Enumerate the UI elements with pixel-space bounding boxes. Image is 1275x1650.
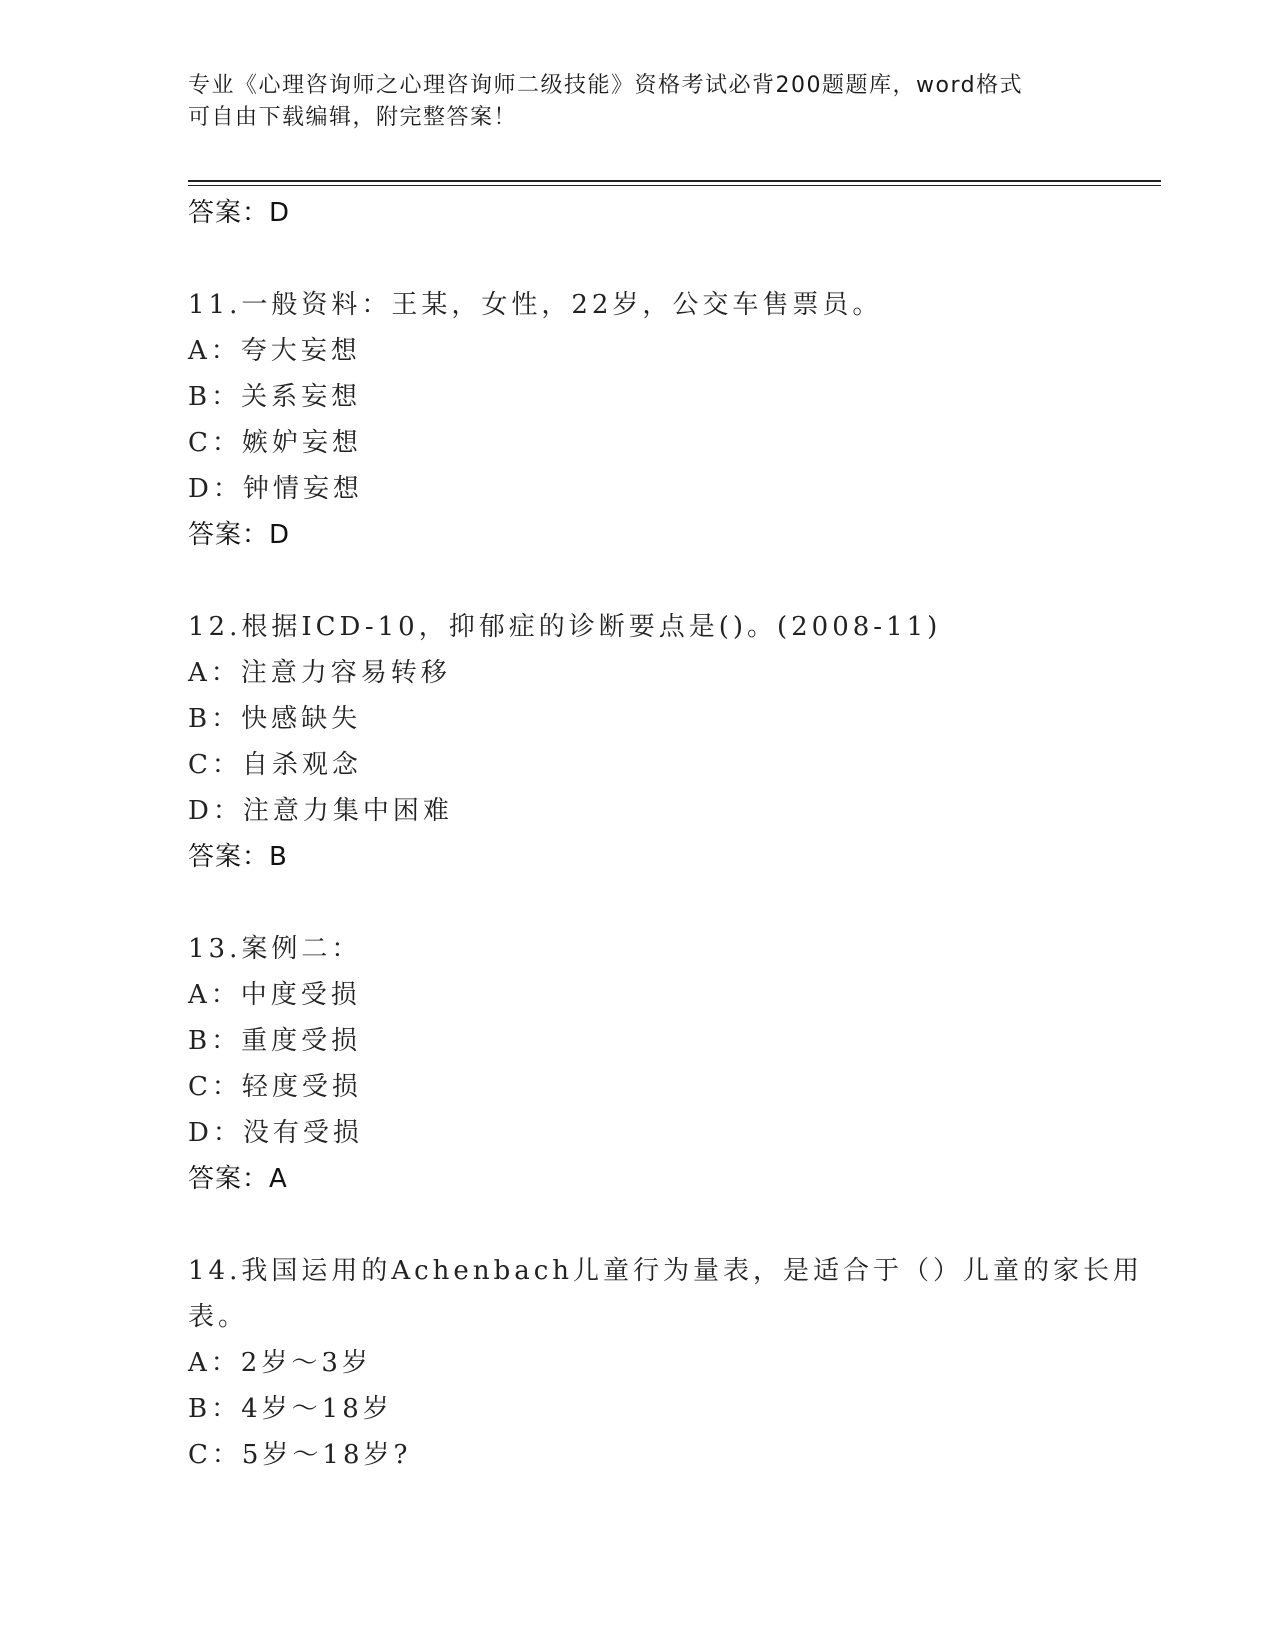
option-a: A：2岁～3岁: [188, 1348, 372, 1378]
answer-line: 答案：A: [188, 1164, 288, 1194]
header-line-1: 专业《心理咨询师之心理咨询师二级技能》资格考试必背200题题库，word格式: [188, 73, 1024, 98]
option-d: D：钟情妄想: [188, 474, 363, 504]
answer-line: 答案：D: [188, 520, 291, 550]
question-14: [188, 1248, 1144, 1478]
option-c: C：自杀观念: [188, 750, 362, 780]
question-text: 11.一般资料：王某，女性，22岁，公交车售票员。: [188, 290, 883, 320]
header-divider-thin: [188, 185, 1161, 186]
question-text-continued: 表。: [188, 1302, 249, 1332]
question-12: [188, 604, 1088, 880]
header-divider-thick: [188, 180, 1161, 182]
question-13: [188, 926, 1088, 1202]
document-header: [188, 70, 1088, 134]
question-list: [188, 190, 1144, 1478]
option-c: C：5岁～18岁?: [188, 1440, 412, 1470]
spacer: [188, 1202, 1088, 1248]
option-a: A：夸大妄想: [188, 336, 361, 366]
spacer: [188, 558, 1088, 604]
option-b: B：快感缺失: [188, 704, 362, 734]
option-b: B：关系妄想: [188, 382, 362, 412]
header-line-2: 可自由下载编辑，附完整答案！: [188, 105, 518, 130]
option-a: A：中度受损: [188, 980, 361, 1010]
answer-line: 答案：B: [188, 842, 288, 872]
option-b: B：重度受损: [188, 1026, 362, 1056]
option-b: B：4岁～18岁: [188, 1394, 393, 1424]
option-a: A：注意力容易转移: [188, 658, 451, 688]
spacer: [188, 880, 1088, 926]
option-c: C：轻度受损: [188, 1072, 362, 1102]
option-d: D：注意力集中困难: [188, 796, 453, 826]
question-text: 13.案例二：: [188, 934, 362, 964]
answer-line: 答案：D: [188, 198, 291, 228]
question-11: [188, 282, 1088, 558]
question-text: 12.根据ICD-10，抑郁症的诊断要点是()。(2008-11): [188, 612, 942, 642]
option-d: D：没有受损: [188, 1118, 363, 1148]
option-c: C：嫉妒妄想: [188, 428, 362, 458]
spacer: [188, 236, 1088, 282]
question-text: 14.我国运用的Achenbach儿童行为量表，是适合于（）儿童的家长用: [188, 1256, 1144, 1286]
